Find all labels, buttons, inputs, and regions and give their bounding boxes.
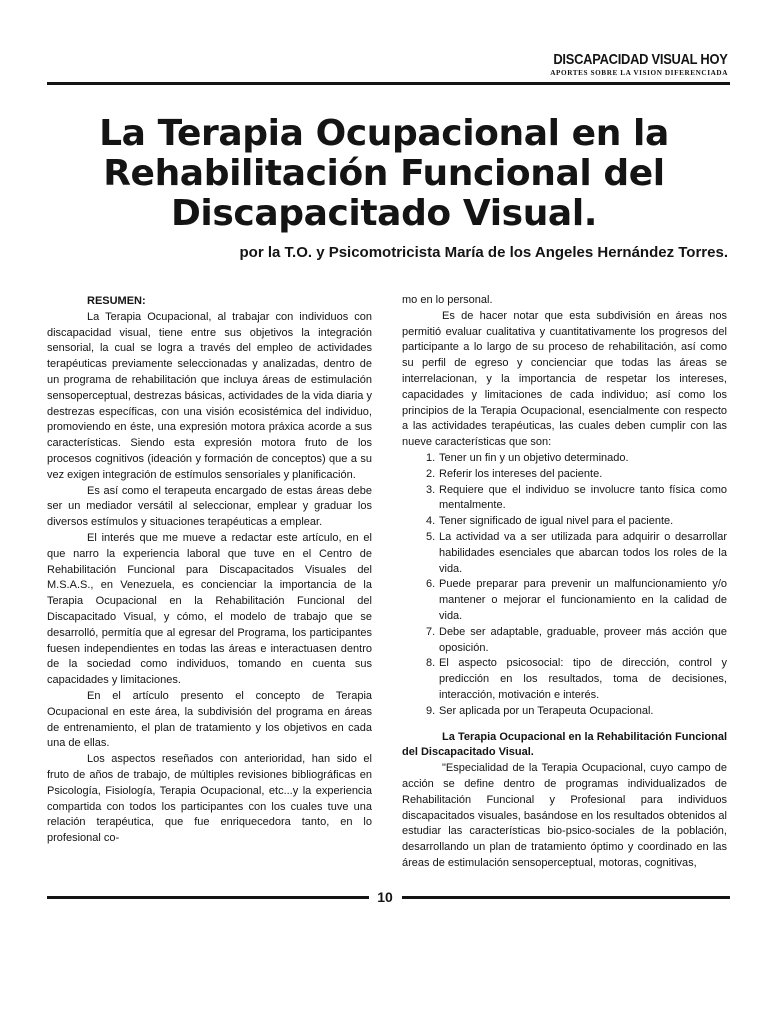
paragraph: Es de hacer notar que esta subdivisión en áreas nos permitió evaluar cualitativa y cuantitativamente los progresos del participante a lo largo de su proceso de rehabilitación, así como su perfil de egreso y concienciar que todas las áreas se interrelacionan, y la importancia de respetar los intereses, capacidades y limitaciones de cada individuo; así como los principios de la Terapia Ocupacional, esencialmente con respecto a las actividades terapéuticas, las cuales deben cumplir con las nueve características que son:: [402, 309, 727, 449]
list-text: Referir los intereses del paciente.: [439, 467, 603, 480]
list-item: [402, 656, 727, 703]
article-title: La Terapia Ocupacional en la Rehabilitación Funcional del Discapacitado Visual.: [99, 113, 669, 234]
list-number: 5.: [426, 530, 436, 543]
list-item: [402, 577, 727, 624]
paragraph: Los aspectos reseñados con anterioridad, han sido el fruto de años de trabajo, de múltiples revisiones bibliográficas en Psicología, Fisiología, Terapia Ocupacional, etc...y la experiencia compartida con todos los participantes con los cuales tuve una relación terapéutica, que fue enriquecedora tanto, en lo profesional co-: [47, 753, 372, 845]
list-item: [402, 704, 727, 720]
magazine-subtitle: APORTES SOBRE LA VISION DIFERENCIADA: [550, 69, 728, 77]
list-number: 1.: [426, 451, 436, 464]
list-number: 3.: [426, 483, 436, 496]
footer-rule-right: [402, 896, 730, 899]
paragraph: La Terapia Ocupacional, al trabajar con individuos con discapacidad visual, tiene entre sus objetivos la integración sensorial, la cual se logra a través del empleo de actividades terapéuticas previamente seleccionadas y analizadas, dentro de un programa de rehabilitación que incluya áreas de estimulación sensoperceptual, destrezas básicas, actividades de la vida diaria y destrezas específicas, con una visión ecosistémica del individuo, promoviendo en éste, una expresión motora práxica acorde a sus características. Siendo esta expresión motora fruto de los procesos cognitivos (ideación y formación de conceptos) que a su vez exigen integración de estímulos sensoriales y planificación.: [47, 310, 372, 481]
paragraph: El interés que me mueve a redactar este artículo, en el que narro la experiencia laboral que tuve en el Centro de Rehabilitación Funcional para Discapacitados Visuales del M.S.A.S., en Venezuela, es concienciar la importancia de la Terapia Ocupacional en la Rehabilitación Funcional del Discapacitado Visual, y cómo, el modelo de trabajo que se desarrolló, permitía que al egresar del Programa, los participantes fuesen independientes en todas las áreas e interactuasen dentro de la sociedad como individuos, tomando en cuenta sus capacidades y limitaciones.: [47, 531, 372, 687]
list-text: La actividad va a ser utilizada para adquirir o desarrollar habilidades esenciales que abarcan todos los roles de la vida.: [439, 530, 727, 575]
paragraph: En el artículo presento el concepto de Terapia Ocupacional en este área, la subdivisión del programa en áreas de entrenamiento, el plan de tratamiento y los objetivos en cada una de ellas.: [47, 689, 372, 750]
list-text: Requiere que el individuo se involucre tanto física como mentalmente.: [439, 483, 727, 512]
list-text: Puede preparar para prevenir un malfuncionamiento y/o mantener o mejorar el funcionamiento en la calidad de vida.: [439, 578, 727, 622]
list-item: [402, 467, 727, 483]
list-item: [402, 483, 727, 515]
list-number: 6.: [426, 578, 436, 591]
list-text: El aspecto psicosocial: tipo de dirección, control y predicción en los resultados, toma de decisiones, interacción, motivación e interés.: [439, 657, 727, 701]
list-number: 8.: [426, 657, 436, 670]
list-number: 9.: [426, 704, 436, 717]
paragraph-continuation: mo en lo personal.: [402, 294, 493, 306]
paragraph: Es así como el terapeuta encargado de estas áreas debe ser un mediador versátil al seleccionar, emplear y graduar los diversos estímulos y situaciones terapéuticas a emplear.: [47, 484, 372, 529]
characteristics-list: [402, 451, 727, 720]
list-text: Ser aplicada por un Terapeuta Ocupacional.: [439, 704, 654, 717]
summary-heading: RESUMEN:: [87, 295, 146, 307]
list-item: [402, 625, 727, 657]
list-number: 7.: [426, 625, 436, 638]
list-text: Tener un fin y un objetivo determinado.: [439, 451, 629, 464]
left-column: [47, 294, 372, 847]
list-text: Debe ser adaptable, graduable, proveer más acción que oposición.: [439, 625, 727, 654]
header-rule: [47, 82, 730, 85]
masthead: [525, 52, 728, 78]
footer-rule-left: [47, 896, 369, 899]
list-number: 4.: [426, 515, 436, 528]
list-item: [402, 514, 727, 530]
section-heading: La Terapia Ocupacional en la Rehabilitación Funcional del Discapacitado Visual.: [402, 730, 727, 759]
magazine-title: DISCAPACIDAD VISUAL HOY: [553, 51, 728, 68]
list-text: Tener significado de igual nivel para el paciente.: [439, 515, 674, 528]
article-author: por la T.O. y Psicomotricista María de los Angeles Hernández Torres.: [239, 244, 728, 261]
page-number: 10: [377, 889, 393, 905]
list-item: [402, 530, 727, 577]
right-column: [402, 293, 727, 872]
list-number: 2.: [426, 467, 436, 480]
paragraph: "Especialidad de la Terapia Ocupacional, cuyo campo de acción se define dentro de programas individualizados de Rehabilitación Funcional y Profesional para individuos discapacitados visuales, basándose en los resultados obtenidos al estudiar las características bio-psico-sociales de la población, desarrollando un plan de tratamiento óptimo y coordinado en las áreas de estimulación sensoperceptual, motoras, cognitivas,: [402, 762, 727, 869]
list-item: [402, 451, 727, 467]
